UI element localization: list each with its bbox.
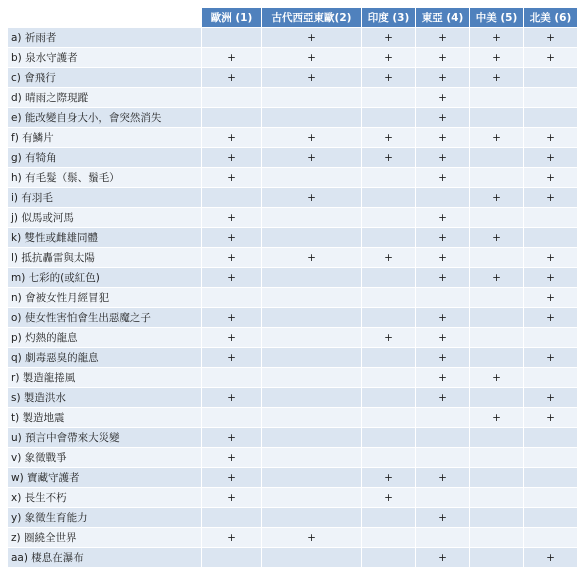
mark-cell — [470, 548, 523, 567]
table-row — [8, 168, 577, 187]
mark-cell: + — [416, 308, 469, 327]
mark-cell — [262, 448, 361, 467]
mark-cell — [262, 88, 361, 107]
mark-cell: + — [524, 388, 577, 407]
mark-cell: + — [470, 268, 523, 287]
mark-cell — [470, 208, 523, 227]
row-label: k) 雙性或雌雄同體 — [8, 228, 201, 247]
mark-cell: + — [524, 48, 577, 67]
header-row — [8, 8, 577, 27]
mark-cell — [262, 108, 361, 127]
mark-cell: + — [202, 388, 261, 407]
mark-cell — [262, 168, 361, 187]
table-row — [8, 408, 577, 427]
mark-cell: + — [524, 28, 577, 47]
table-row — [8, 68, 577, 87]
mark-cell — [470, 348, 523, 367]
row-label: x) 長生不朽 — [8, 488, 201, 507]
table-row — [8, 428, 577, 447]
mark-cell — [362, 108, 415, 127]
mark-cell: + — [416, 348, 469, 367]
mark-cell — [262, 388, 361, 407]
table-row — [8, 268, 577, 287]
mark-cell — [202, 508, 261, 527]
row-label: y) 象徵生育能力 — [8, 508, 201, 527]
mark-cell: + — [202, 128, 261, 147]
mark-cell: + — [470, 368, 523, 387]
table-row — [8, 208, 577, 227]
row-label: r) 製造龍捲風 — [8, 368, 201, 387]
mark-cell — [362, 528, 415, 547]
table-row — [8, 348, 577, 367]
row-label: d) 晴雨之際現蹤 — [8, 88, 201, 107]
table-body — [8, 28, 577, 567]
mark-cell: + — [262, 128, 361, 147]
mark-cell: + — [416, 368, 469, 387]
mark-cell: + — [362, 48, 415, 67]
mark-cell — [470, 468, 523, 487]
mark-cell: + — [470, 128, 523, 147]
mark-cell — [362, 428, 415, 447]
mark-cell — [524, 368, 577, 387]
mark-cell: + — [470, 48, 523, 67]
row-label: aa) 棲息在瀑布 — [8, 548, 201, 567]
mark-cell — [262, 268, 361, 287]
row-label: v) 象徵戰爭 — [8, 448, 201, 467]
mark-cell: + — [202, 248, 261, 267]
column-header-north-america: 北美 (6) — [524, 8, 577, 27]
mark-cell — [362, 188, 415, 207]
mark-cell — [524, 108, 577, 127]
mark-cell — [470, 528, 523, 547]
mark-cell — [470, 488, 523, 507]
mark-cell — [524, 228, 577, 247]
mark-cell — [416, 488, 469, 507]
mark-cell: + — [202, 448, 261, 467]
mark-cell: + — [416, 328, 469, 347]
table-row — [8, 248, 577, 267]
row-label: j) 似馬或河馬 — [8, 208, 201, 227]
mark-cell — [470, 288, 523, 307]
table-row — [8, 308, 577, 327]
row-label: n) 會被女性月經冒犯 — [8, 288, 201, 307]
mark-cell — [262, 468, 361, 487]
mark-cell — [470, 328, 523, 347]
table-row — [8, 388, 577, 407]
table-row — [8, 468, 577, 487]
row-label: t) 製造地震 — [8, 408, 201, 427]
mark-cell — [362, 388, 415, 407]
mark-cell: + — [202, 528, 261, 547]
mark-cell — [524, 428, 577, 447]
mark-cell: + — [470, 28, 523, 47]
row-label: f) 有鱗片 — [8, 128, 201, 147]
mark-cell: + — [262, 188, 361, 207]
mark-cell — [262, 368, 361, 387]
table-row — [8, 328, 577, 347]
row-label: q) 劇毒惡臭的龍息 — [8, 348, 201, 367]
mark-cell: + — [202, 48, 261, 67]
mark-cell: + — [524, 348, 577, 367]
row-label: m) 七彩的(或紅色) — [8, 268, 201, 287]
table-row — [8, 128, 577, 147]
mark-cell — [416, 288, 469, 307]
row-label: w) 寶藏守護者 — [8, 468, 201, 487]
mark-cell — [202, 288, 261, 307]
mark-cell: + — [524, 548, 577, 567]
mark-cell: + — [416, 108, 469, 127]
mark-cell — [416, 408, 469, 427]
row-label: i) 有羽毛 — [8, 188, 201, 207]
mark-cell: + — [362, 28, 415, 47]
mark-cell — [470, 428, 523, 447]
mark-cell: + — [202, 208, 261, 227]
mark-cell — [362, 408, 415, 427]
mark-cell — [416, 448, 469, 467]
row-label: g) 有犄角 — [8, 148, 201, 167]
mark-cell: + — [202, 468, 261, 487]
mark-cell: + — [202, 228, 261, 247]
mark-cell: + — [416, 208, 469, 227]
table-row — [8, 488, 577, 507]
mark-cell — [362, 308, 415, 327]
mark-cell: + — [416, 468, 469, 487]
mark-cell — [524, 208, 577, 227]
mark-cell — [202, 28, 261, 47]
column-header-ancient-west-asia-east-europe: 古代西亞東歐(2) — [262, 8, 361, 27]
mark-cell: + — [524, 148, 577, 167]
mark-cell — [202, 88, 261, 107]
row-label: l) 抵抗轟雷與太陽 — [8, 248, 201, 267]
mark-cell: + — [202, 68, 261, 87]
row-label: e) 能改變自身大小，會突然消失 — [8, 108, 201, 127]
mark-cell: + — [202, 428, 261, 447]
mark-cell: + — [416, 388, 469, 407]
mark-cell — [524, 88, 577, 107]
mark-cell — [262, 288, 361, 307]
mark-cell: + — [362, 148, 415, 167]
dragon-traits-table-container — [7, 7, 578, 568]
mark-cell: + — [262, 68, 361, 87]
mark-cell — [362, 288, 415, 307]
mark-cell: + — [470, 408, 523, 427]
mark-cell: + — [416, 68, 469, 87]
mark-cell: + — [524, 188, 577, 207]
mark-cell: + — [524, 268, 577, 287]
mark-cell: + — [524, 248, 577, 267]
mark-cell — [362, 548, 415, 567]
mark-cell: + — [470, 188, 523, 207]
mark-cell — [416, 528, 469, 547]
mark-cell — [262, 208, 361, 227]
mark-cell — [202, 408, 261, 427]
table-row — [8, 448, 577, 467]
row-label: p) 灼熱的龍息 — [8, 328, 201, 347]
mark-cell — [470, 448, 523, 467]
mark-cell — [524, 508, 577, 527]
mark-cell: + — [202, 168, 261, 187]
row-label: s) 製造洪水 — [8, 388, 201, 407]
mark-cell — [362, 268, 415, 287]
table-row — [8, 228, 577, 247]
mark-cell — [262, 348, 361, 367]
mark-cell — [524, 468, 577, 487]
table-row — [8, 88, 577, 107]
table-row — [8, 288, 577, 307]
mark-cell: + — [470, 228, 523, 247]
row-label: h) 有毛髮（鬃、鬚毛） — [8, 168, 201, 187]
table-row — [8, 28, 577, 47]
mark-cell — [524, 68, 577, 87]
mark-cell — [470, 168, 523, 187]
mark-cell: + — [202, 148, 261, 167]
mark-cell: + — [416, 48, 469, 67]
mark-cell — [362, 228, 415, 247]
row-label: u) 預言中會帶來大災變 — [8, 428, 201, 447]
row-label: a) 祈雨者 — [8, 28, 201, 47]
mark-cell — [262, 548, 361, 567]
mark-cell: + — [524, 168, 577, 187]
mark-cell — [262, 308, 361, 327]
mark-cell: + — [416, 248, 469, 267]
mark-cell: + — [416, 228, 469, 247]
mark-cell — [524, 528, 577, 547]
mark-cell — [470, 308, 523, 327]
mark-cell: + — [262, 48, 361, 67]
mark-cell: + — [262, 528, 361, 547]
column-header-east-asia: 東亞 (4) — [416, 8, 469, 27]
mark-cell — [416, 188, 469, 207]
table-row — [8, 188, 577, 207]
table-row — [8, 148, 577, 167]
column-header-central-america: 中美 (5) — [470, 8, 523, 27]
mark-cell — [470, 108, 523, 127]
table-row — [8, 548, 577, 567]
mark-cell — [470, 88, 523, 107]
table-row — [8, 508, 577, 527]
mark-cell — [202, 108, 261, 127]
mark-cell — [362, 88, 415, 107]
mark-cell: + — [262, 248, 361, 267]
mark-cell: + — [416, 268, 469, 287]
mark-cell: + — [202, 268, 261, 287]
mark-cell — [362, 508, 415, 527]
mark-cell: + — [202, 348, 261, 367]
mark-cell — [524, 488, 577, 507]
mark-cell — [470, 248, 523, 267]
mark-cell — [262, 508, 361, 527]
mark-cell: + — [524, 408, 577, 427]
mark-cell — [362, 168, 415, 187]
row-label: z) 圈繞全世界 — [8, 528, 201, 547]
row-label: b) 泉水守護者 — [8, 48, 201, 67]
mark-cell — [362, 448, 415, 467]
mark-cell — [362, 208, 415, 227]
mark-cell — [470, 508, 523, 527]
mark-cell — [202, 188, 261, 207]
table-row — [8, 48, 577, 67]
mark-cell: + — [524, 308, 577, 327]
mark-cell — [262, 408, 361, 427]
mark-cell: + — [262, 148, 361, 167]
mark-cell: + — [470, 68, 523, 87]
mark-cell — [362, 348, 415, 367]
mark-cell — [262, 228, 361, 247]
mark-cell — [262, 428, 361, 447]
mark-cell: + — [524, 288, 577, 307]
mark-cell — [202, 368, 261, 387]
mark-cell: + — [362, 128, 415, 147]
mark-cell: + — [416, 148, 469, 167]
row-label: c) 會飛行 — [8, 68, 201, 87]
mark-cell: + — [362, 68, 415, 87]
mark-cell — [416, 428, 469, 447]
mark-cell: + — [524, 128, 577, 147]
mark-cell — [470, 148, 523, 167]
mark-cell: + — [416, 168, 469, 187]
mark-cell — [362, 368, 415, 387]
header-corner — [8, 8, 201, 27]
mark-cell — [202, 548, 261, 567]
mark-cell — [524, 448, 577, 467]
table-row — [8, 108, 577, 127]
mark-cell — [524, 328, 577, 347]
row-label: o) 使女性害怕會生出惡魔之子 — [8, 308, 201, 327]
mark-cell: + — [362, 248, 415, 267]
mark-cell: + — [362, 468, 415, 487]
mark-cell: + — [202, 328, 261, 347]
dragon-traits-table — [7, 7, 578, 568]
mark-cell: + — [362, 488, 415, 507]
mark-cell: + — [416, 508, 469, 527]
mark-cell: + — [416, 128, 469, 147]
mark-cell: + — [416, 28, 469, 47]
mark-cell: + — [416, 548, 469, 567]
mark-cell — [470, 388, 523, 407]
mark-cell: + — [262, 28, 361, 47]
mark-cell — [262, 488, 361, 507]
mark-cell: + — [416, 88, 469, 107]
mark-cell: + — [202, 488, 261, 507]
mark-cell — [262, 328, 361, 347]
mark-cell: + — [362, 328, 415, 347]
table-row — [8, 528, 577, 547]
column-header-europe: 歐洲 (1) — [202, 8, 261, 27]
mark-cell: + — [202, 308, 261, 327]
column-header-india: 印度 (3) — [362, 8, 415, 27]
table-row — [8, 368, 577, 387]
